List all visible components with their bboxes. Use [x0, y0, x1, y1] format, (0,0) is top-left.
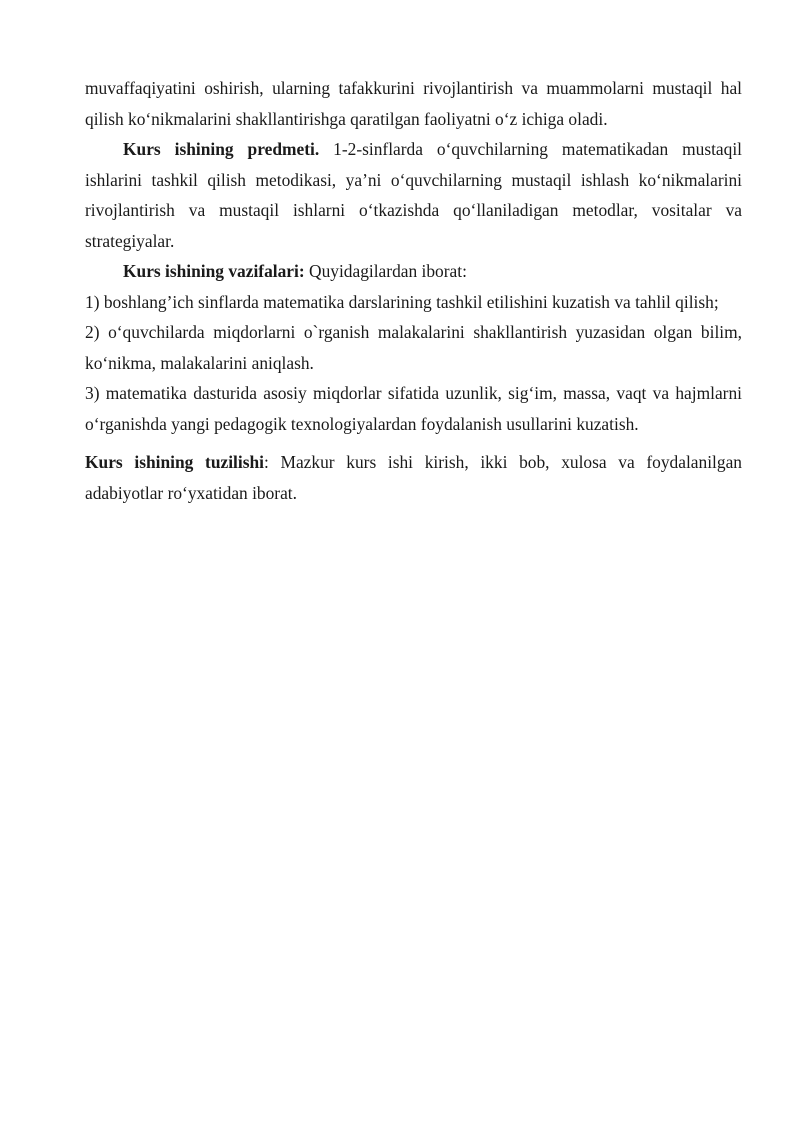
document-page — [85, 73, 742, 508]
tasks-paragraph — [85, 256, 742, 287]
task-item-3: 3) matematika dasturida asosiy miqdorlar sifatida uzunlik, sig‘im, massa, vaqt va hajmlarni o‘rganishda yangi pedagogik texnologiyalardan foydalanish usullarini kuzatish. — [85, 383, 742, 434]
tasks-text: Quyidagilardan iborat: — [304, 261, 467, 281]
structure-label: Kurs ishining tuzilishi — [85, 452, 264, 472]
structure-text: : Mazkur kurs ishi kirish, ikki bob, xulosa va foydalanilgan adabiyotlar ro‘yxatidan iborat. — [85, 452, 742, 503]
task-item-1: 1) boshlang’ich sinflarda matematika darslarining tashkil etilishini kuzatish va tahlil qilish; — [85, 291, 719, 312]
structure-paragraph — [85, 447, 742, 508]
tasks-label: Kurs ishining vazifalari: — [123, 261, 305, 281]
subject-text: 1-2-sinflarda o‘quvchilarning matematikadan mustaqil ishlarini tashkil qilish metodikasi, ya’ni o‘quvchilarning mustaqil ishlash ko‘nikmalarini rivojlantirish va mustaqil ishlarni o‘tkazishda qo‘llaniladigan metodlar, vositalar va strategiyalar. — [85, 139, 742, 251]
intro-paragraph: muvaffaqiyatini oshirish, ularning tafakkurini rivojlantirish va muammolarni mustaqil hal qilish ko‘nikmalarini shakllantirishga qaratilgan faoliyatni o‘z ichiga oladi. — [85, 78, 742, 129]
subject-label: Kurs ishining predmeti. — [123, 139, 320, 159]
task-item-2: 2) o‘quvchilarda miqdorlarni o`rganish malakalarini shakllantirish yuzasidan olgan bilim, ko‘nikma, malakalarini aniqlash. — [85, 322, 742, 373]
subject-paragraph — [85, 134, 742, 256]
